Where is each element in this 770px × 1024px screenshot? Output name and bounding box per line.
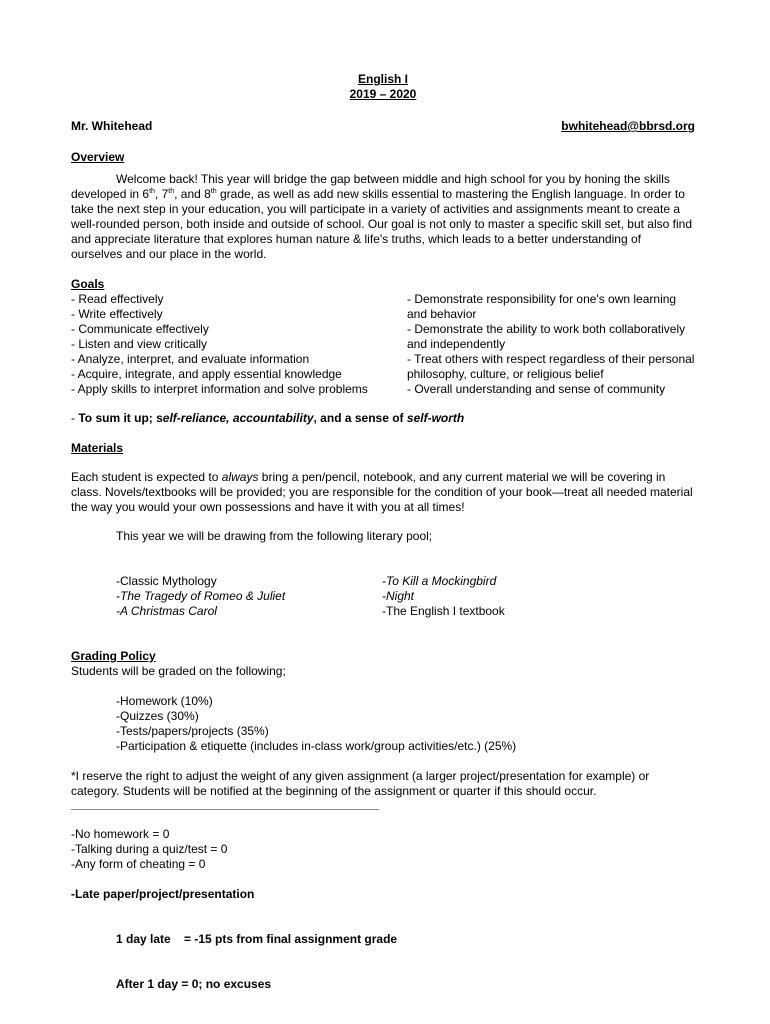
- literary-pool-right: [382, 574, 695, 619]
- grading-weight-item: -Quizzes (30%): [116, 709, 199, 723]
- overview-sup-2: th: [168, 188, 175, 195]
- goal-item: - Overall understanding and sense of community: [407, 382, 666, 396]
- sum-prefix: -: [71, 411, 79, 425]
- late-policy-item: After 1 day = 0; no excuses: [116, 977, 272, 991]
- lit-item: -To Kill a Mockingbird: [382, 574, 497, 588]
- overview-sup-3: th: [210, 188, 217, 195]
- overview-heading: Overview: [71, 150, 125, 164]
- grading-weight-item: -Tests/papers/projects (35%): [116, 724, 269, 738]
- course-title: English I: [357, 72, 408, 86]
- zero-rule-item: -No homework = 0: [71, 827, 170, 841]
- sum-up-line: [71, 411, 695, 426]
- teacher-name: Mr. Whitehead: [71, 119, 153, 133]
- lit-item: -The English I textbook: [382, 604, 505, 618]
- syllabus-page: [71, 72, 695, 1022]
- goal-item: - Demonstrate the ability to work both collaboratively and independently: [407, 322, 686, 351]
- overview-text-2: , 7: [154, 187, 169, 201]
- zero-rule-item: -Talking during a quiz/test = 0: [71, 842, 228, 856]
- overview-text-4: grade, as well as add new skills essential to mastering the English language. In order to take the next step in your education, you will participate in a variety of activities and assignments meant to create a well-rounded person, both inside and outside of school. Our goal is not only to master a specific skill set, but also find and appreciate literature that explores human nature & life's truths, which leads to a better understanding of ourselves and our place in the world.: [71, 187, 693, 261]
- overview-text-3: , and 8: [174, 187, 211, 201]
- materials-heading: Materials: [71, 441, 124, 455]
- materials-text-1: Each student is expected to: [71, 470, 222, 484]
- literary-pool-left: [116, 574, 382, 619]
- late-policy-list: [71, 902, 695, 1022]
- grading-weight-item: -Homework (10%): [116, 694, 213, 708]
- goal-item: - Read effectively: [71, 292, 164, 306]
- materials-text-2: bring a pen/pencil, notebook, and any current material we will be covering in class. Novels/textbooks will be provided; you are responsible for the condition of your book—treat all needed material the way you would your own possessions and have it with you at all times!: [71, 470, 693, 514]
- sum-emphasis-2: self-worth: [406, 411, 465, 425]
- overview-paragraph: [71, 172, 695, 262]
- sum-lead: To sum it up; s: [78, 411, 163, 425]
- lit-item: -The Tragedy of Romeo & Juliet: [116, 589, 286, 603]
- overview-text-1: Welcome back! This year will bridge the gap between middle and high school for you by honing the skills developed in 6: [71, 172, 670, 201]
- goal-item: - Communicate effectively: [71, 322, 209, 336]
- goal-item: - Listen and view critically: [71, 337, 208, 351]
- sum-mid: , and a sense of: [313, 411, 407, 425]
- goal-item: - Acquire, integrate, and apply essential knowledge: [71, 367, 342, 381]
- late-policy-item: 1 day late = -15 pts from final assignment grade: [116, 932, 398, 946]
- lit-item: -Night: [382, 589, 415, 603]
- overview-sup-1: th: [149, 188, 155, 195]
- grading-weight-item: -Participation & etiquette (includes in-class work/group activities/etc.) (25%): [116, 739, 517, 753]
- goals-heading: Goals: [71, 277, 105, 291]
- goals-columns: [71, 292, 695, 397]
- goal-item: - Write effectively: [71, 307, 163, 321]
- lit-item: -A Christmas Carol: [116, 604, 217, 618]
- zero-rules-list: [71, 827, 695, 872]
- grading-heading: Grading Policy: [71, 649, 156, 663]
- goal-item: - Analyze, interpret, and evaluate information: [71, 352, 310, 366]
- late-policy-heading: -Late paper/project/presentation: [71, 887, 255, 901]
- literary-pool-intro: This year we will be drawing from the following literary pool;: [116, 529, 433, 543]
- school-year: 2019 – 2020: [349, 87, 417, 101]
- goals-right-list: [407, 292, 695, 397]
- section-divider: [71, 809, 379, 810]
- teacher-email-link[interactable]: bwhitehead@bbrsd.org: [561, 119, 695, 133]
- sum-emphasis-1: elf-reliance, accountability: [162, 411, 314, 425]
- goal-item: - Treat others with respect regardless of their personal philosophy, culture, or religious belief: [407, 352, 695, 381]
- materials-emphasis: always: [221, 470, 259, 484]
- literary-pool-list: [71, 574, 695, 619]
- grading-note: *I reserve the right to adjust the weight of any given assignment (a larger project/presentation for example) or category. Students will be notified at the beginning of the assignment or quarter if this should occur.: [71, 769, 650, 798]
- zero-rule-item: -Any form of cheating = 0: [71, 857, 206, 871]
- lit-item: -Classic Mythology: [116, 574, 217, 588]
- grading-intro: Students will be graded on the following;: [71, 664, 286, 678]
- teacher-row: [71, 119, 695, 134]
- goal-item: - Apply skills to interpret information and solve problems: [71, 382, 368, 396]
- grading-weights-list: [71, 694, 695, 754]
- materials-paragraph: [71, 470, 695, 515]
- goal-item: - Demonstrate responsibility for one's own learning and behavior: [407, 292, 677, 321]
- course-title-block: [71, 72, 695, 102]
- goals-left-list: [71, 292, 407, 397]
